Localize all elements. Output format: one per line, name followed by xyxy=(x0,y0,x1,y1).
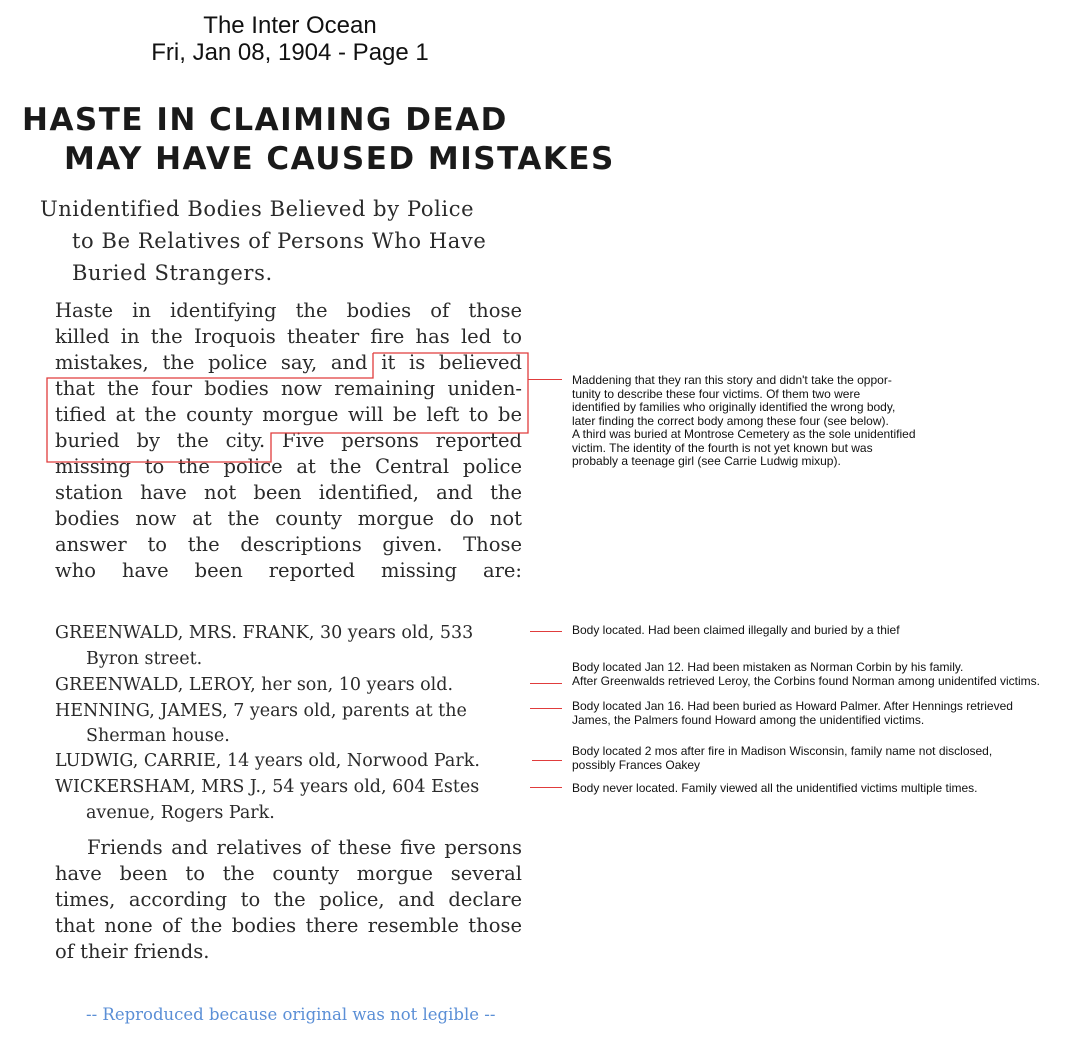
annotation-line: A third was buried at Montrose Cemetery as the sole unidentified xyxy=(572,427,916,441)
body-line: tified at the county morgue will be left to be xyxy=(55,403,522,426)
body-line: that none of the bodies there resemble those xyxy=(55,914,522,937)
body-line: station have not been identified, and the xyxy=(55,481,522,504)
annotation-connector xyxy=(530,683,562,684)
reproduction-note: -- Reproduced because original was not legible -- xyxy=(86,1005,496,1024)
annotation-line: identified by families who originally identified the wrong body, xyxy=(572,400,896,414)
annotation-line: Body never located. Family viewed all the unidentified victims multiple times. xyxy=(572,781,978,795)
deck-line-2: to Be Relatives of Persons Who Have xyxy=(72,229,487,253)
issue-date: Fri, Jan 08, 1904 - Page 1 xyxy=(151,39,429,66)
body-line: answer to the descriptions given. Those xyxy=(55,533,522,556)
list-item-henning: HENNING, JAMES, 7 years old, parents at the xyxy=(55,701,467,721)
list-item-continuation: avenue, Rogers Park. xyxy=(86,803,275,823)
annotation-line: later finding the correct body among these four (see below). xyxy=(572,413,889,428)
annotation-line: Body located Jan 12. Had been mistaken as Norman Corbin by his family. xyxy=(572,660,964,674)
newspaper-name: The Inter Ocean xyxy=(203,12,377,39)
list-item-continuation: Sherman house. xyxy=(86,726,230,746)
annotation-connector xyxy=(530,708,562,709)
annotation-line: possibly Frances Oakey xyxy=(572,757,701,772)
list-item-wickersham: WICKERSHAM, MRS J., 54 years old, 604 Estes xyxy=(55,777,480,797)
annotation-henning xyxy=(572,700,1013,727)
annotation-line: After Greenwalds retrieved Leroy, the Corbins found Norman among unidentifed victims. xyxy=(572,673,1041,688)
list-item-continuation: Byron street. xyxy=(86,649,203,669)
body-line: that the four bodies now remaining uniden- xyxy=(55,377,522,400)
body-line: mistakes, the police say, and it is believed xyxy=(55,351,522,374)
annotation-ludwig xyxy=(572,745,992,772)
annotation-line: Body located Jan 16. Had been buried as Howard Palmer. After Hennings retrieved xyxy=(572,699,1013,713)
annotation-greenwald-mrs xyxy=(572,624,900,638)
list-item-ludwig: LUDWIG, CARRIE, 14 years old, Norwood Park. xyxy=(55,751,480,771)
deck-line-3: Buried Strangers. xyxy=(72,261,273,285)
list-item-greenwald-leroy: GREENWALD, LEROY, her son, 10 years old. xyxy=(55,675,454,695)
annotation-line: Body located 2 mos after fire in Madison Wisconsin, family name not disclosed, xyxy=(572,744,993,758)
annotation-line: victim. The identity of the fourth is not yet known but was xyxy=(572,440,873,455)
list-item-greenwald-mrs: GREENWALD, MRS. FRANK, 30 years old, 533 xyxy=(55,623,474,643)
headline-line-2: MAY HAVE CAUSED MISTAKES xyxy=(64,141,615,177)
body-line: buried by the city. Five persons reported xyxy=(55,429,522,452)
deck-line-1: Unidentified Bodies Believed by Police xyxy=(40,197,475,221)
annotation-connector xyxy=(528,379,562,380)
body-line: who have been reported missing are: xyxy=(55,559,522,582)
body-line: missing to the police at the Central police xyxy=(55,455,522,478)
annotation-line: James, the Palmers found Howard among the unidentified victims. xyxy=(572,712,925,727)
body-line: have been to the county morgue several xyxy=(55,862,522,885)
annotation-line: Body located. Had been claimed illegally and buried by a thief xyxy=(572,623,900,637)
annotation-line: probably a teenage girl (see Carrie Ludwig mixup). xyxy=(572,454,841,468)
body-line: Friends and relatives of these five persons xyxy=(87,836,522,859)
annotation-greenwald-leroy xyxy=(572,661,1040,688)
body-line: bodies now at the county morgue do not xyxy=(55,507,522,530)
article-paragraph-2 xyxy=(55,835,522,965)
annotation-line: tunity to describe these four victims. Of them two were xyxy=(572,386,861,401)
annotation-main xyxy=(572,374,916,469)
annotation-connector xyxy=(530,787,562,788)
annotation-connector xyxy=(532,760,562,761)
body-line: Haste in identifying the bodies of those xyxy=(55,299,522,322)
headline-line-1: HASTE IN CLAIMING DEAD xyxy=(22,102,508,138)
annotation-line: Maddening that they ran this story and didn't take the oppor- xyxy=(572,373,892,387)
body-line: of their friends. xyxy=(55,940,210,963)
body-line: killed in the Iroquois theater fire has led to xyxy=(55,325,522,348)
annotation-connector xyxy=(530,631,562,632)
body-line: times, according to the police, and declare xyxy=(55,888,522,911)
annotation-wickersham xyxy=(572,782,978,796)
